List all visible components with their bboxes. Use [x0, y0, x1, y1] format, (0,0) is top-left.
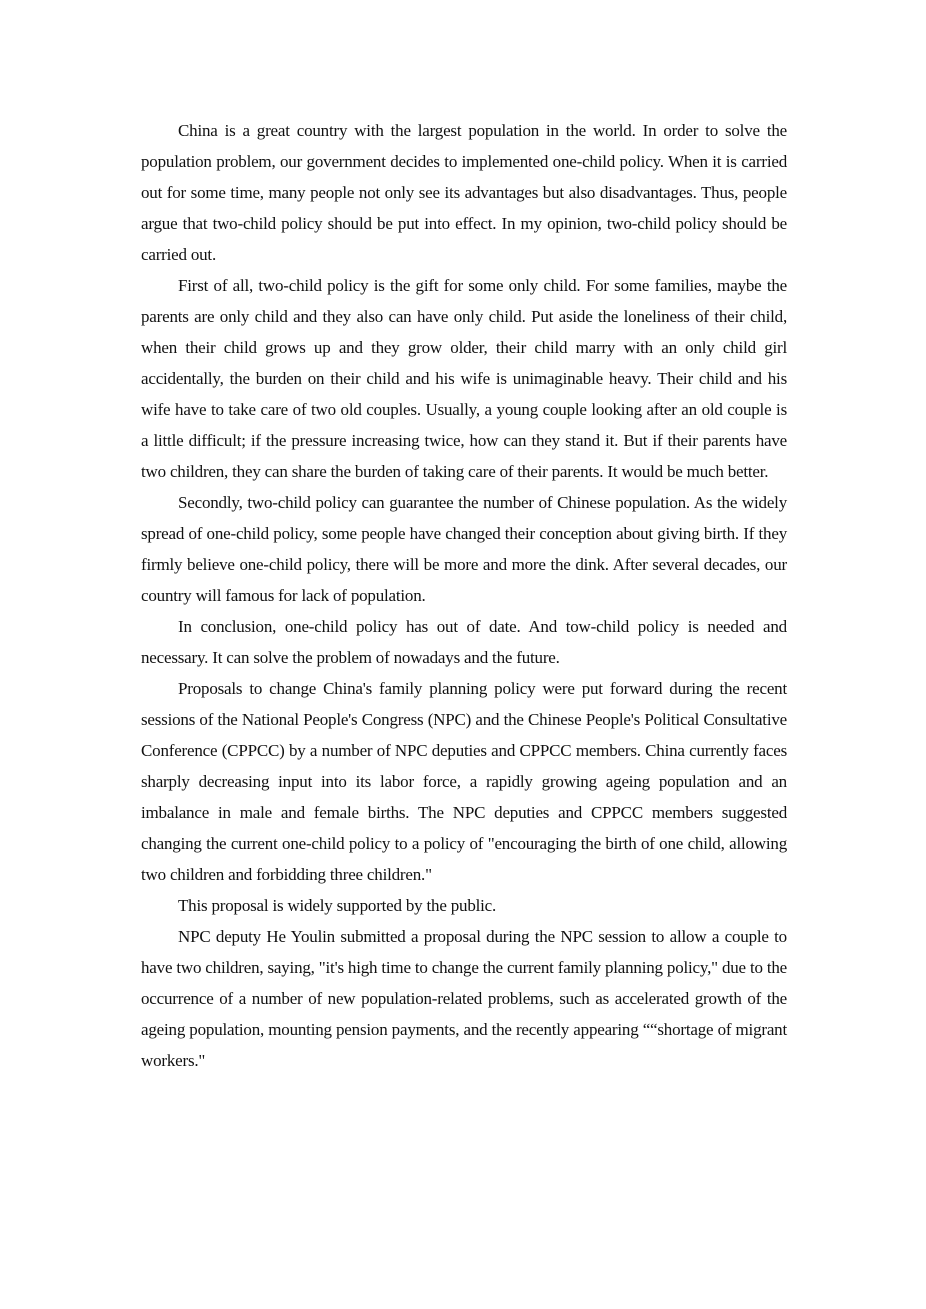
paragraph-he-youlin: NPC deputy He Youlin submitted a proposal during the NPC session to allow a couple to have two children, saying, "it's high time to change the current family planning policy," due to the occurrence of a number of new population-related problems, such as accelerated growth of the ageing population, mounting pension payments, and the recently appearing ““shortage of migrant workers." [141, 927, 787, 1070]
paragraph-first-argument: First of all, two-child policy is the gift for some only child. For some families, maybe the parents are only child and they also can have only child. Put aside the loneliness of their child, when their child grows up and they grow older, their child marry with an only child girl accidentally, the burden on their child and his wife is unimaginable heavy. Their child and his wife have to take care of two old couples. Usually, a young couple looking after an old couple is a little difficult; if the pressure increasing twice, how can they stand it. But if their parents have two children, they can share the burden of taking care of their parents. It would be much better. [141, 276, 787, 481]
paragraph-intro: China is a great country with the largest population in the world. In order to solve the population problem, our government decides to implemented one-child policy. When it is carried out for some time, many people not only see its advantages but also disadvantages. Thus, people argue that two-child policy should be put into effect. In my opinion, two-child policy should be carried out. [141, 121, 787, 264]
paragraph-public-support: This proposal is widely supported by the public. [178, 896, 497, 915]
paragraph-conclusion: In conclusion, one-child policy has out of date. And tow-child policy is needed and necessary. It can solve the problem of nowadays and the future. [141, 617, 787, 667]
paragraph-proposals: Proposals to change China's family planning policy were put forward during the recent sessions of the National People's Congress (NPC) and the Chinese People's Political Consultative Conference (CPPCC) by a number of NPC deputies and CPPCC members. China currently faces sharply decreasing input into its labor force, a rapidly growing ageing population and an imbalance in male and female births. The NPC deputies and CPPCC members suggested changing the current one-child policy to a policy of "encouraging the birth of one child, allowing two children and forbidding three children." [141, 679, 787, 884]
paragraph-second-argument: Secondly, two-child policy can guarantee the number of Chinese population. As the widely spread of one-child policy, some people have changed their conception about giving birth. If they firmly believe one-child policy, there will be more and more the dink. After several decades, our country will famous for lack of population. [141, 493, 787, 605]
document-body [141, 115, 787, 1076]
